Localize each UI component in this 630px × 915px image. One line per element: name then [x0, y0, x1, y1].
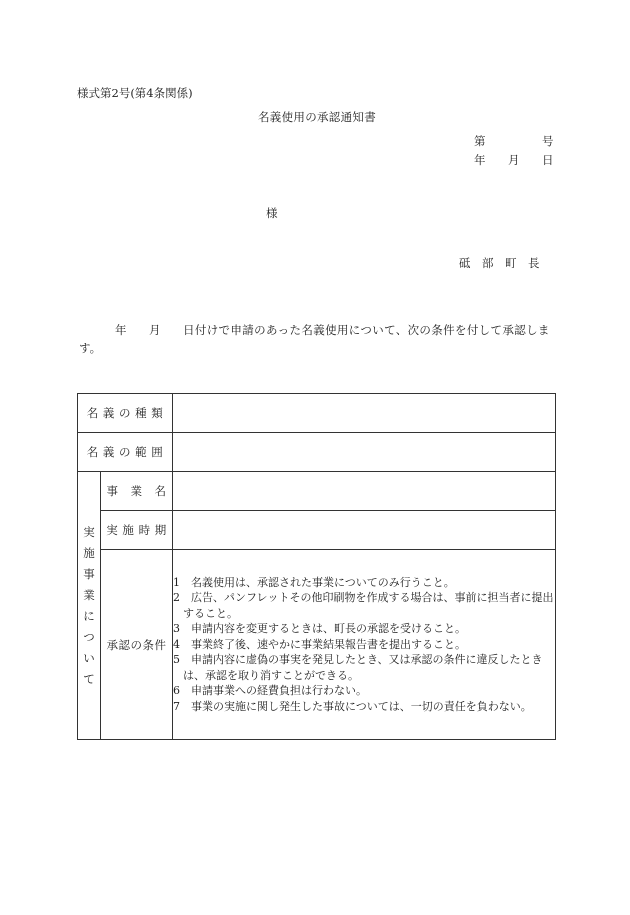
period-value: [173, 511, 556, 550]
side-label-char: 事: [83, 566, 95, 581]
condition-item: 4 事業終了後、速やかに事業結果報告書を提出すること。: [173, 637, 466, 651]
side-label-char: つ: [83, 629, 95, 644]
doc-number-dai: 第: [474, 134, 486, 148]
form-number: 様式第2号(第4条関係): [77, 86, 193, 100]
project-name-label: 事 業 名: [101, 472, 173, 511]
issuer-name: 砥 部 町 長: [459, 256, 540, 270]
condition-item: 3 申請内容を変更するときは、町長の承認を受けること。: [173, 622, 466, 636]
approval-table: [77, 393, 556, 740]
name-scope-label: 名 義 の 範 囲: [78, 433, 173, 472]
date-month: 月: [508, 153, 520, 167]
document-title: 名義使用の承認通知書: [258, 110, 376, 124]
table-row: [78, 472, 556, 511]
body-line-2: す。: [79, 341, 102, 355]
doc-number-go: 号: [542, 134, 554, 148]
date-day: 日: [542, 153, 554, 167]
side-label-char: て: [83, 671, 95, 686]
table-row: [78, 511, 556, 550]
project-name-value: [173, 472, 556, 511]
condition-item: 6 申請事業への経費負担は行わない。: [173, 684, 367, 698]
name-type-value: [173, 394, 556, 433]
project-side-label: [78, 472, 101, 740]
recipient-sama: 様: [266, 206, 278, 220]
side-label-char: い: [83, 650, 95, 665]
table-row: [78, 550, 556, 740]
body-month: 月: [149, 323, 161, 337]
side-label-char: 実: [83, 524, 95, 539]
conditions-list: [173, 550, 556, 740]
table-row: [78, 433, 556, 472]
name-type-label: 名 義 の 種 類: [78, 394, 173, 433]
name-scope-value: [173, 433, 556, 472]
date-year: 年: [474, 153, 486, 167]
condition-item: 1 名義使用は、承認された事業についてのみ行うこと。: [173, 575, 455, 589]
condition-item: 7 事業の実施に関し発生した事故については、一切の責任を負わない。: [173, 699, 532, 713]
body-year: 年: [115, 323, 127, 337]
conditions-label: 承認の条件: [101, 550, 173, 740]
body-line-1: 日付けで申請のあった名義使用について、次の条件を付して承認しま: [183, 323, 550, 337]
side-label-char: 施: [83, 545, 95, 560]
side-label-char: 業: [83, 587, 95, 602]
table-row: [78, 394, 556, 433]
side-label-char: に: [83, 608, 95, 623]
condition-item: 2 広告、パンフレットその他印刷物を作成する場合は、事前に担当者に提出すること。: [173, 591, 554, 620]
condition-item: 5 申請内容に虚偽の事実を発見したとき、又は承認の条件に違反したときは、承認を取り消すことができる。: [173, 653, 543, 682]
period-label: 実 施 時 期: [101, 511, 173, 550]
